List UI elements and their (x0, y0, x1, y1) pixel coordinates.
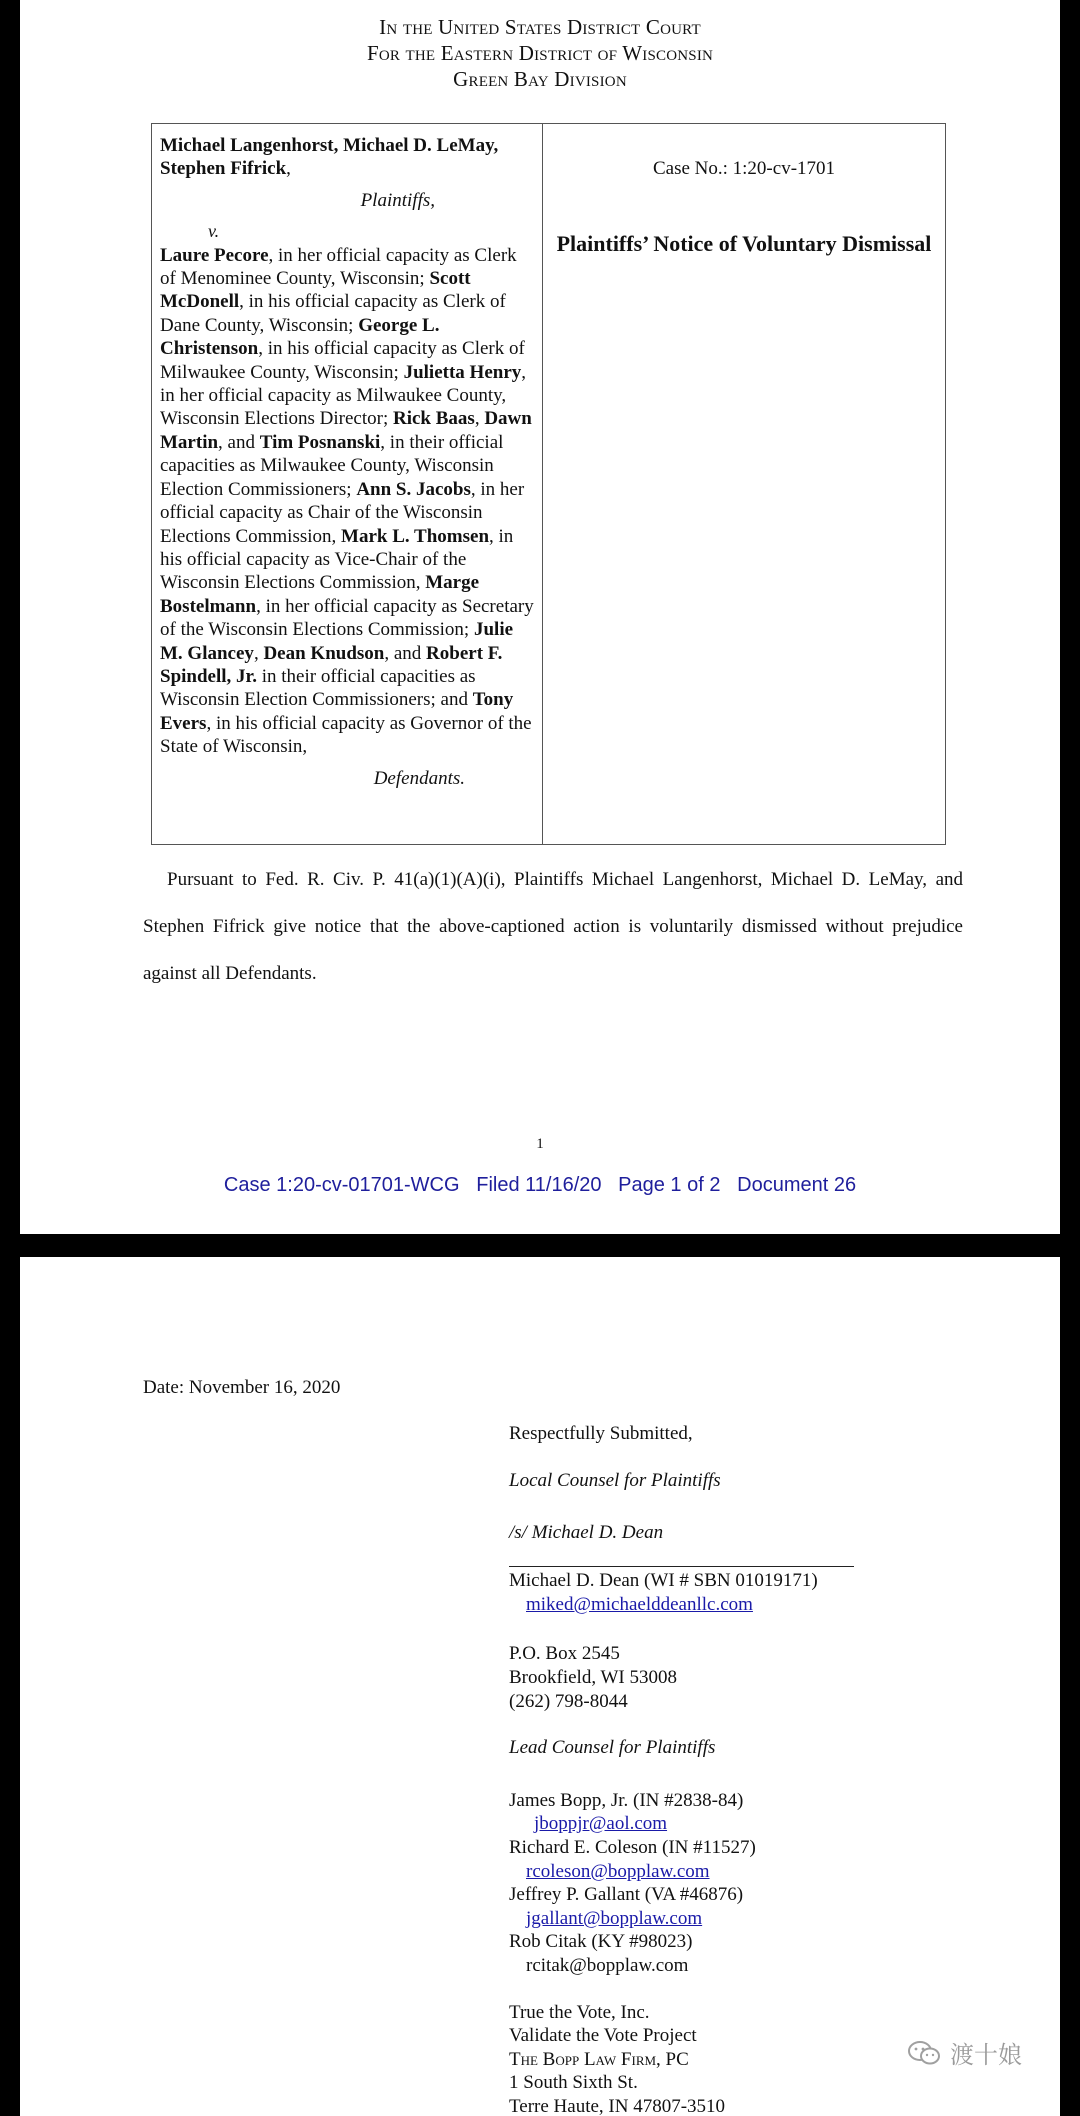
court-division: Green Bay Division (453, 67, 627, 91)
defendant-name: Robert F. Spindell, Jr. (160, 642, 503, 687)
defendant-name: Scott McDonell (160, 268, 471, 313)
signature-rule (509, 1566, 854, 1567)
signature-line: /s/ Michael D. Dean (509, 1522, 664, 1543)
local-counsel-address-2: Brookfield, WI 53008 (509, 1667, 677, 1688)
defendants-list (160, 244, 535, 759)
respectfully-submitted: Respectfully Submitted, (509, 1423, 693, 1444)
firm-street: 1 South Sixth St. (509, 2072, 638, 2093)
wechat-watermark (906, 2035, 1022, 2070)
defendant-name: Rick Baas (392, 408, 475, 430)
document-title: Plaintiffs’ Notice of Voluntary Dismissal (556, 231, 932, 256)
defendant-name: Julie M. Glancey (160, 619, 514, 664)
firm-city: Terre Haute, IN 47807-3510 (509, 2096, 726, 2116)
lead-counsel-name: Jeffrey P. Gallant (VA #46876) (509, 1884, 744, 1905)
local-counsel-name: Michael D. Dean (WI # SBN 01019171) (509, 1570, 818, 1591)
filing-date: Date: November 16, 2020 (143, 1377, 341, 1398)
local-counsel-phone: (262) 798-8044 (509, 1691, 628, 1712)
defendant-capacity: , in her official capacity as Milwaukee County, Wisconsin Elections Director; (160, 361, 527, 430)
defendant-capacity: , in their official capacities as Milwaukee County, Wisconsin Election Commissioners; (160, 431, 504, 500)
document-page-2 (20, 1257, 1060, 2116)
defendant-name: Mark L. Thomsen (341, 525, 490, 547)
defendant-name: Dawn Martin (160, 408, 532, 453)
defendant-capacity: , and (384, 642, 427, 664)
defendant-capacity: , (474, 408, 485, 430)
watermark-text: 渡十娘 (950, 2041, 1022, 2069)
lead-counsel-label: Lead Counsel for Plaintiffs (509, 1737, 716, 1758)
defendants-role: Defendants. (373, 767, 465, 789)
defendant-capacity: , in his official capacity as Governor of the State of Wisconsin, (160, 712, 532, 758)
case-caption-box (151, 123, 946, 845)
firm-line-2: Validate the Vote Project (509, 2025, 697, 2046)
defendant-capacity: , in his official capacity as Vice-Chair of the Wisconsin Elections Commission, (160, 525, 514, 594)
defendant-name: Julietta Henry (403, 361, 522, 383)
firm-name: The Bopp Law Firm, PC (509, 2049, 689, 2070)
lead-counsel-name: Richard E. Coleson (IN #11527) (509, 1837, 756, 1858)
court-header (20, 14, 1060, 92)
defendant-capacity: , in his official capacity as Clerk of Dane County, Wisconsin; (160, 291, 506, 336)
parties-block (160, 134, 535, 790)
local-counsel-email-link[interactable]: miked@michaelddeanllc.com (526, 1594, 753, 1615)
local-counsel-label: Local Counsel for Plaintiffs (509, 1470, 721, 1491)
firm-line-1: True the Vote, Inc. (509, 2002, 650, 2023)
defendant-capacity: , in his official capacity as Clerk of Milwaukee County, Wisconsin; (160, 338, 525, 383)
caption-divider (542, 124, 543, 844)
case-number: Case No.: 1:20-cv-1701 (652, 158, 836, 179)
defendant-name: Tony Evers (160, 689, 514, 734)
defendant-capacity: , in her official capacity as Chair of the Wisconsin Elections Commission, (160, 478, 525, 547)
defendant-capacity: , (253, 642, 264, 664)
lead-counsel-email: rcitak@bopplaw.com (526, 1955, 689, 1976)
court-district: For the Eastern District of Wisconsin (366, 41, 714, 65)
lead-counsel-email-link[interactable]: jboppjr@aol.com (534, 1813, 668, 1834)
wechat-icon (906, 2039, 942, 2067)
court-name: In the United States District Court (379, 15, 701, 39)
page-number: 1 (536, 1136, 544, 1152)
defendant-capacity: , and (218, 431, 260, 453)
notice-paragraph: Pursuant to Fed. R. Civ. P. 41(a)(1)(A)(i), Plaintiffs Michael Langenhorst, Michael D. LeMay, and Stephen Fifrick give notice that the above-captioned action is voluntarily dismissed without prejudice against all Defendants. (143, 869, 963, 984)
defendant-name: Tim Posnanski (259, 431, 381, 453)
ecf-filing-footer: Case 1:20-cv-01701-WCG Filed 11/16/20 Page 1 of 2 Document 26 (223, 1174, 857, 1196)
defendant-capacity: in their official capacities as Wisconsin Election Commissioners; and (160, 665, 476, 711)
defendant-capacity: , in her official capacity as Clerk of Menominee County, Wisconsin; (160, 244, 517, 290)
versus-label: v. (208, 221, 220, 242)
plaintiffs-names: Michael Langenhorst, Michael D. LeMay, Stephen Fifrick (160, 135, 499, 180)
plaintiffs-role: Plaintiffs, (360, 189, 435, 211)
lead-counsel-email-link[interactable]: jgallant@bopplaw.com (526, 1908, 703, 1929)
defendant-name: George L. Christenson (160, 314, 440, 360)
local-counsel-address-1: P.O. Box 2545 (509, 1643, 620, 1664)
lead-counsel-name: Rob Citak (KY #98023) (509, 1931, 693, 1952)
defendant-name: Marge Bostelmann (160, 572, 480, 617)
defendant-name: Ann S. Jacobs (356, 478, 471, 500)
defendant-capacity: , in her official capacity as Secretary of the Wisconsin Elections Commission; (160, 595, 534, 641)
lead-counsel-email-link[interactable]: rcoleson@bopplaw.com (526, 1861, 710, 1882)
document-page-1 (20, 0, 1060, 1234)
defendant-name: Laure Pecore (160, 244, 269, 266)
lead-counsel-name: James Bopp, Jr. (IN #2838-84) (509, 1790, 744, 1811)
defendant-name: Dean Knudson (263, 642, 385, 664)
plaintiffs-line: Michael Langenhorst, Michael D. LeMay, Stephen Fifrick, (160, 135, 499, 180)
